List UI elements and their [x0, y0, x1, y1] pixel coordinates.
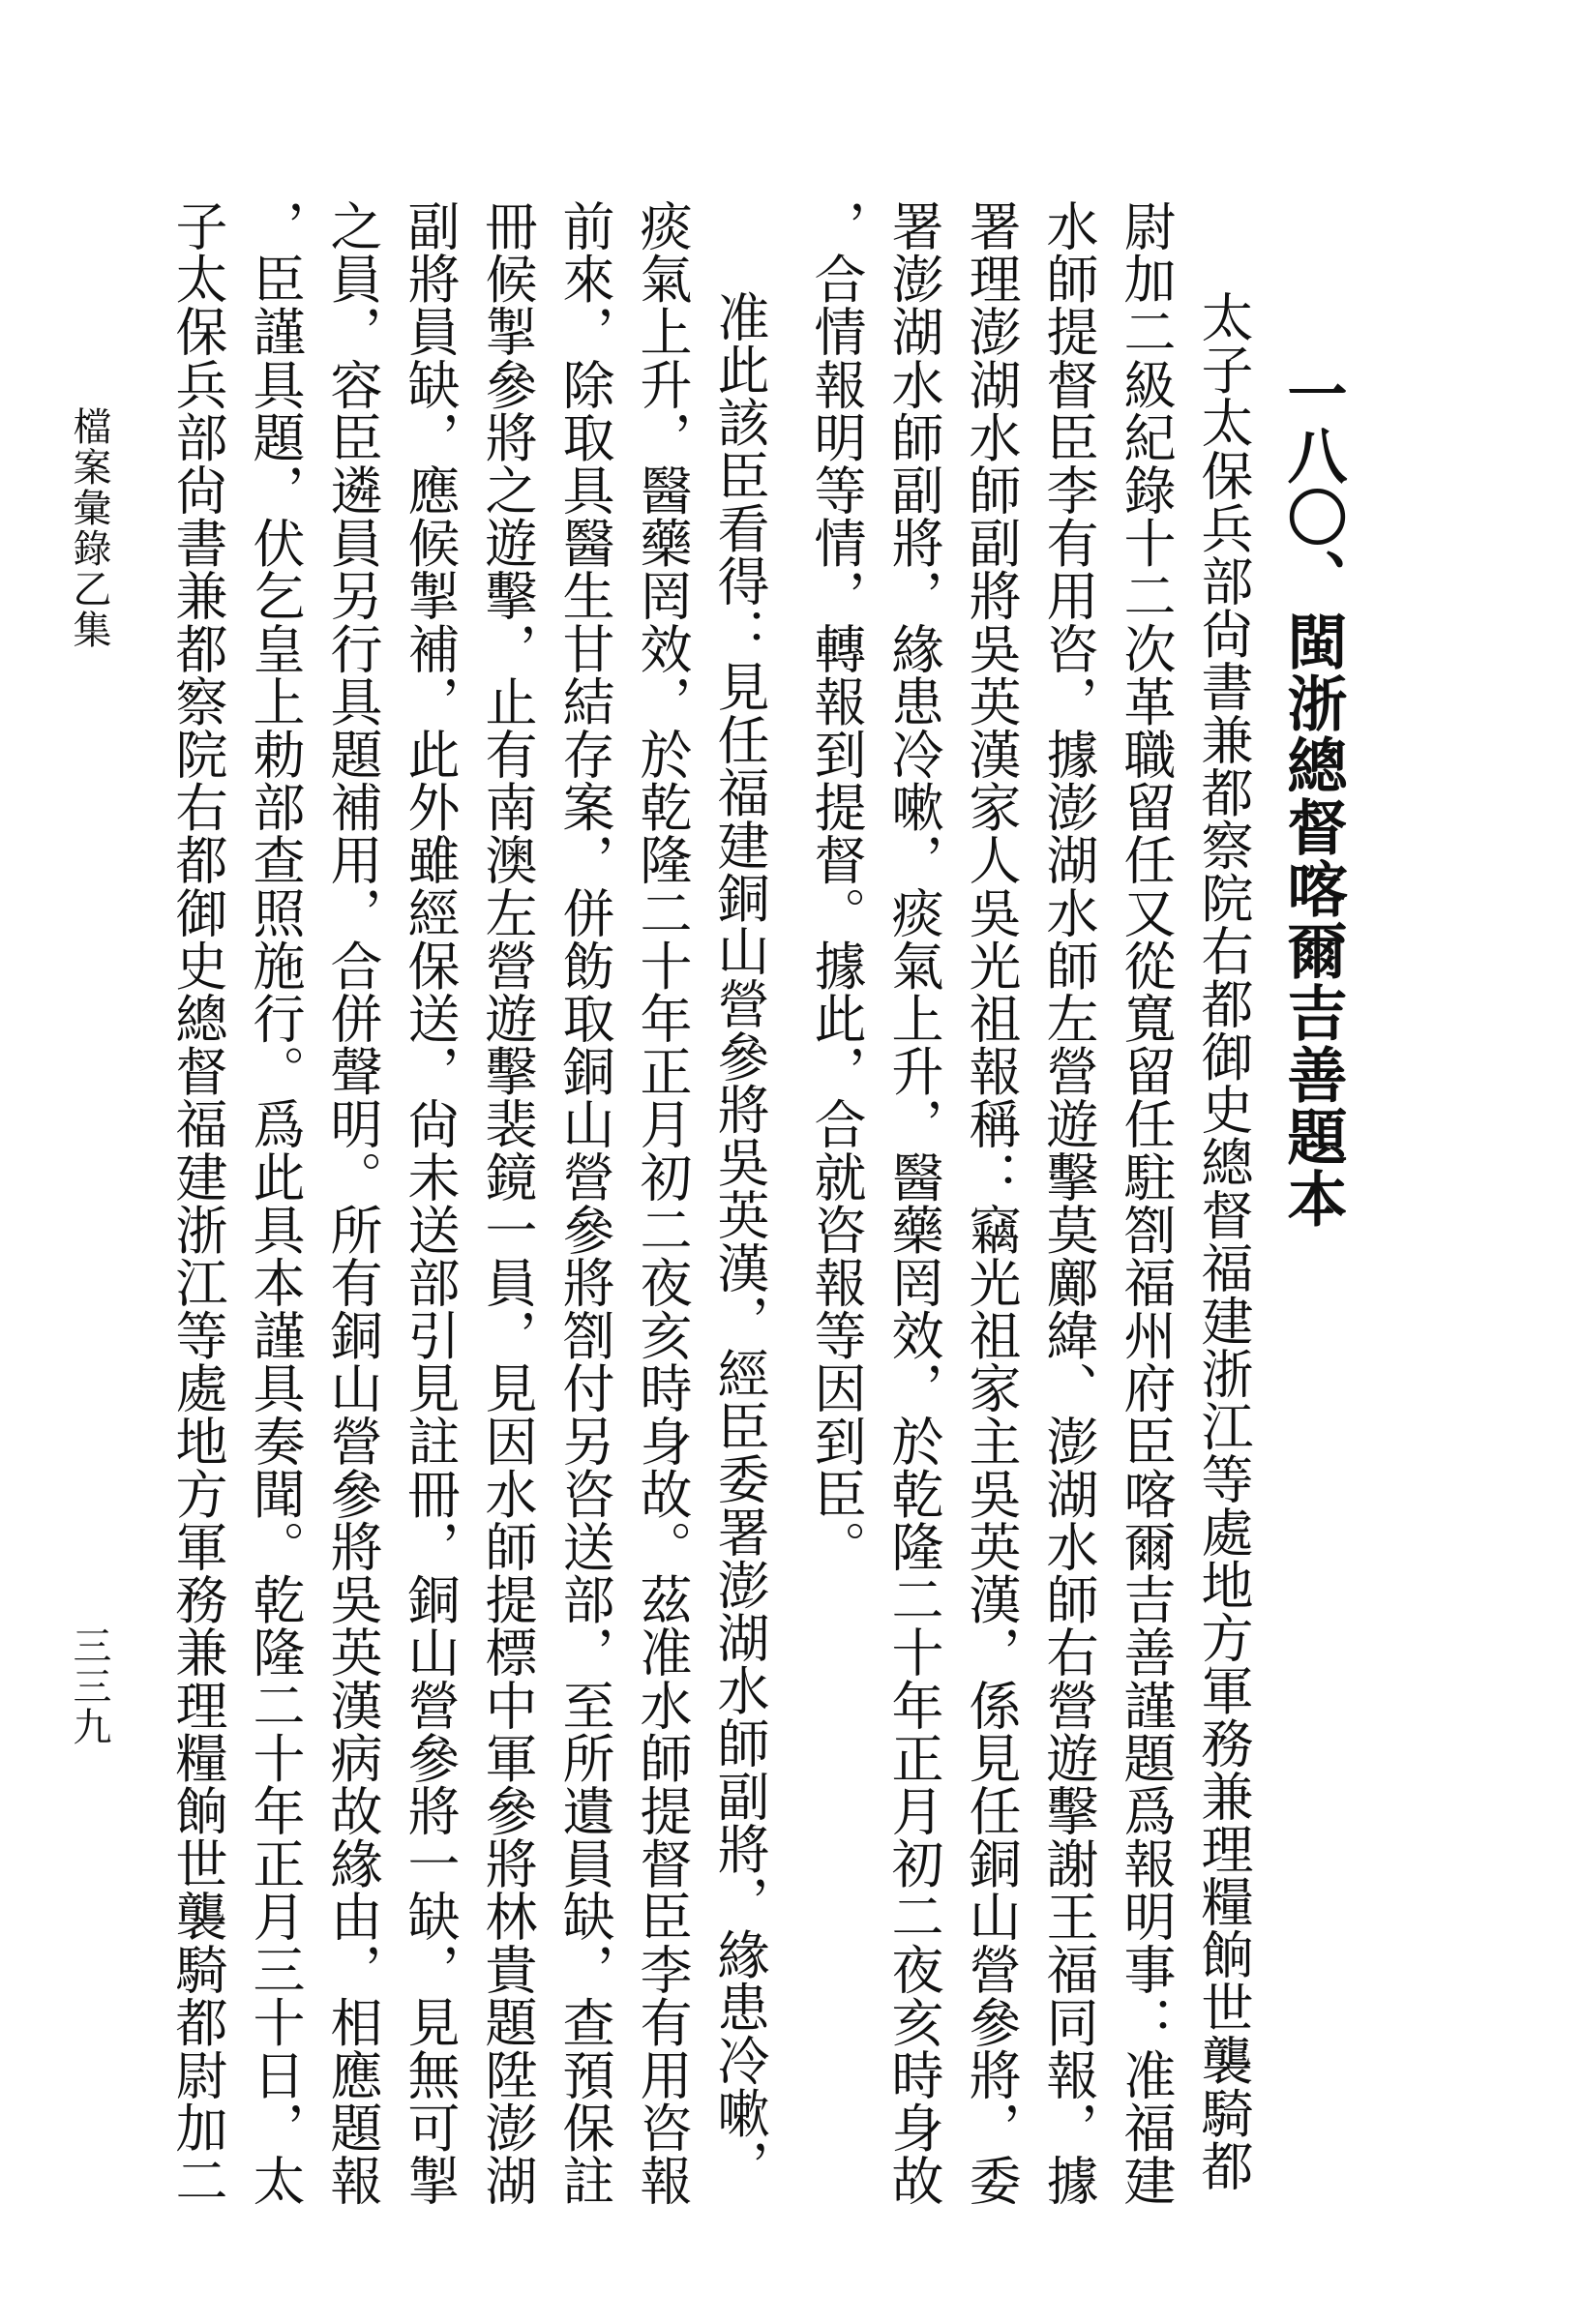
body-column-1: 太子太保兵部尙書兼都察院右都御史總督福建浙江等處地方軍務兼理糧餉世襲騎都	[1193, 290, 1254, 2192]
body-column-13: ，臣謹具題，伏乞皇上勅部查照施行。爲此具本謹具奏聞。乾隆二十年正月三十日，太	[245, 199, 306, 2207]
body-column-5: 署澎湖水師副將，緣患冷嗽，痰氣上升，醫藥罔效，於乾隆二十年正月初二夜亥時身故	[883, 199, 944, 2207]
running-footer-title: 檔案彙錄乙集	[67, 406, 111, 650]
page-number: 三三九	[67, 1625, 111, 1747]
body-column-14: 子太保兵部尙書兼都察院右都御史總督福建浙江等處地方軍務兼理糧餉世襲騎都尉加二	[167, 199, 228, 2207]
body-column-2: 尉加二級紀錄十二次革職留任又從寬留任駐劄福州府臣喀爾吉善謹題爲報明事：准福建	[1116, 199, 1177, 2207]
body-column-7: 准此該臣看得：見任福建銅山營參將吳英漢，經臣委署澎湖水師副將，緣患冷嗽，	[709, 290, 770, 2192]
document-title: 一八〇、閩浙總督喀爾吉善題本	[1277, 363, 1348, 1230]
body-column-11: 副將員缺，應候掣補，此外雖經保送，尙未送部引見註冊，銅山營參將一缺，見無可掣	[400, 199, 461, 2207]
body-column-12: 之員，容臣遴員另行具題補用，合併聲明。所有銅山營參將吳英漢病故緣由，相應題報	[322, 199, 383, 2207]
body-column-9: 前來，除取具醫生甘結存案，併飭取銅山營參將劄付另咨送部，至所遺員缺，查預保註	[554, 199, 615, 2207]
body-column-8: 痰氣上升，醫藥罔效，於乾隆二十年正月初二夜亥時身故。茲准水師提督臣李有用咨報	[632, 199, 693, 2207]
body-column-3: 水師提督臣李有用咨，據澎湖水師左營遊擊莫鄺緯、澎湖水師右營遊擊謝王福同報，據	[1038, 199, 1099, 2207]
body-column-4: 署理澎湖水師副將吳英漢家人吳光祖報稱：竊光祖家主吳英漢，係見任銅山營參將，委	[961, 199, 1022, 2207]
body-column-10: 冊候掣參將之遊擊，止有南澳左營遊擊裴鏡一員，見因水師提標中軍參將林貴題陞澎湖	[477, 199, 538, 2207]
body-column-6: ，合情報明等情，轉報到提督。據此，合就咨報等因到臣。	[806, 199, 867, 1573]
